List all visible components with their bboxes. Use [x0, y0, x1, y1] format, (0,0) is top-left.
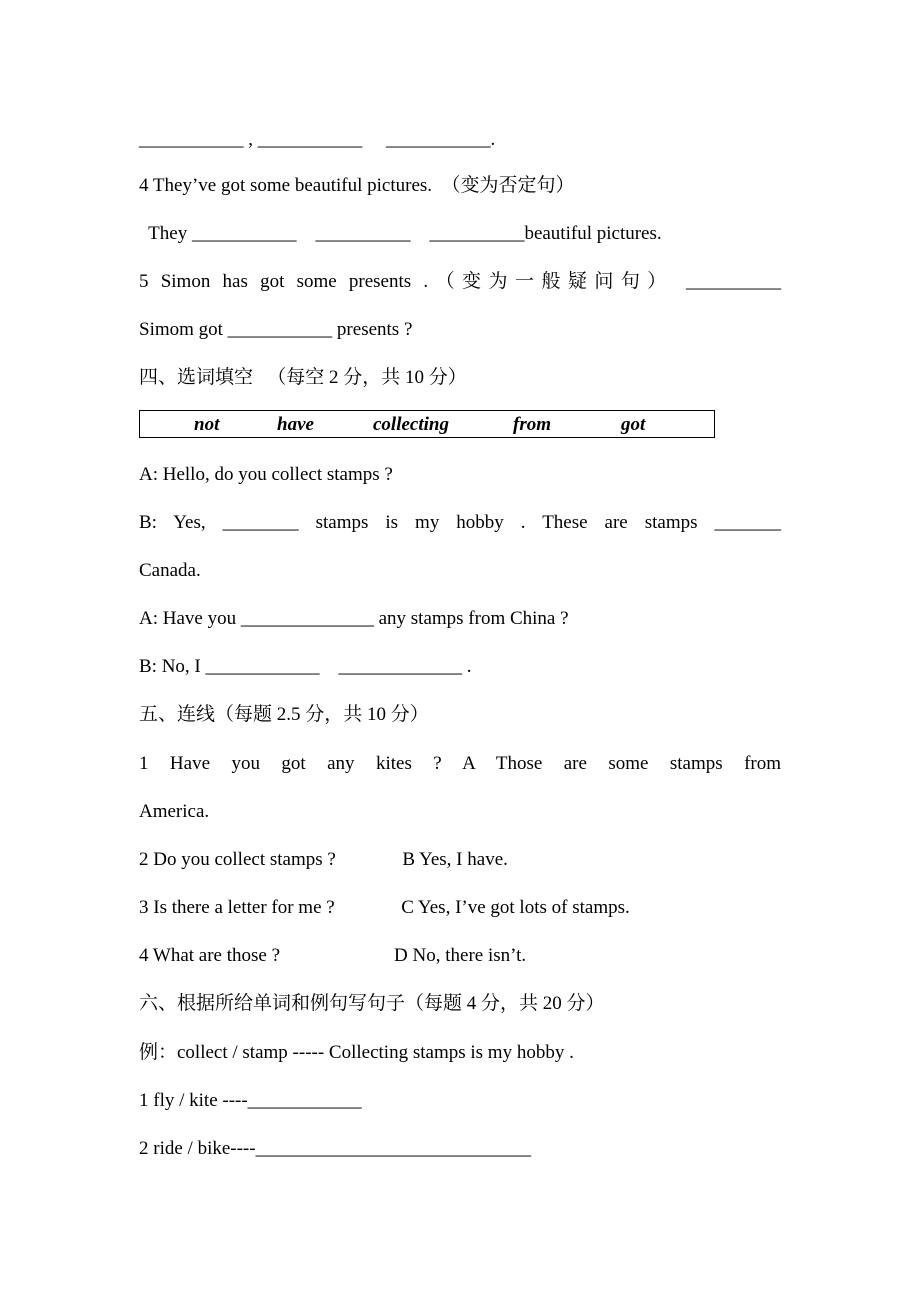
question-5-answer: Simom got ___________ presents ? [139, 319, 413, 340]
answer-blanks-line: ___________ , ___________ ___________. [139, 129, 496, 150]
matching-item: America. [139, 801, 210, 822]
dialogue-line: B: No, I ____________ _____________ . [139, 656, 472, 677]
dialogue-line: B: Yes, ________ stamps is my hobby . These are stamps _______ [139, 512, 781, 533]
matching-item: 2 Do you collect stamps ? B Yes, I have. [139, 849, 508, 870]
writing-item: 1 fly / kite ----____________ [139, 1090, 362, 1111]
word-choice: got [621, 414, 646, 435]
word-choice-box [139, 410, 715, 438]
dialogue-line: A: Hello, do you collect stamps ? [139, 464, 393, 485]
question-4: 4 They’ve got some beautiful pictures. （变为否定句） [139, 175, 575, 196]
word-choice: from [513, 414, 551, 435]
writing-item: 2 ride / bike----_____________________________ [139, 1138, 532, 1159]
matching-item: 1 Have you got any kites ? A Those are some stamps from [139, 753, 781, 774]
word-choice: have [277, 414, 314, 435]
section-6-heading: 六、根据所给单词和例句写句子（每题 4 分，共 20 分） [139, 993, 605, 1014]
section-5-heading: 五、连线（每题 2.5 分，共 10 分） [139, 704, 429, 725]
matching-item: 3 Is there a letter for me ? C Yes, I’ve got lots of stamps. [139, 897, 630, 918]
word-choice: not [194, 414, 220, 435]
word-choice: collecting [373, 414, 449, 435]
example-sentence: 例：collect / stamp ----- Collecting stamps is my hobby . [139, 1042, 574, 1063]
matching-item: 4 What are those ? D No, there isn’t. [139, 945, 527, 966]
dialogue-line: Canada. [139, 560, 201, 581]
dialogue-line: A: Have you ______________ any stamps from China ? [139, 608, 569, 629]
question-4-answer: They ___________ __________ __________beautiful pictures. [139, 223, 662, 244]
question-5: 5 Simon has got some presents .（变为一般疑问句） __________ [139, 271, 781, 292]
section-4-heading: 四、选词填空 （每空 2 分，共 10 分） [139, 367, 467, 388]
